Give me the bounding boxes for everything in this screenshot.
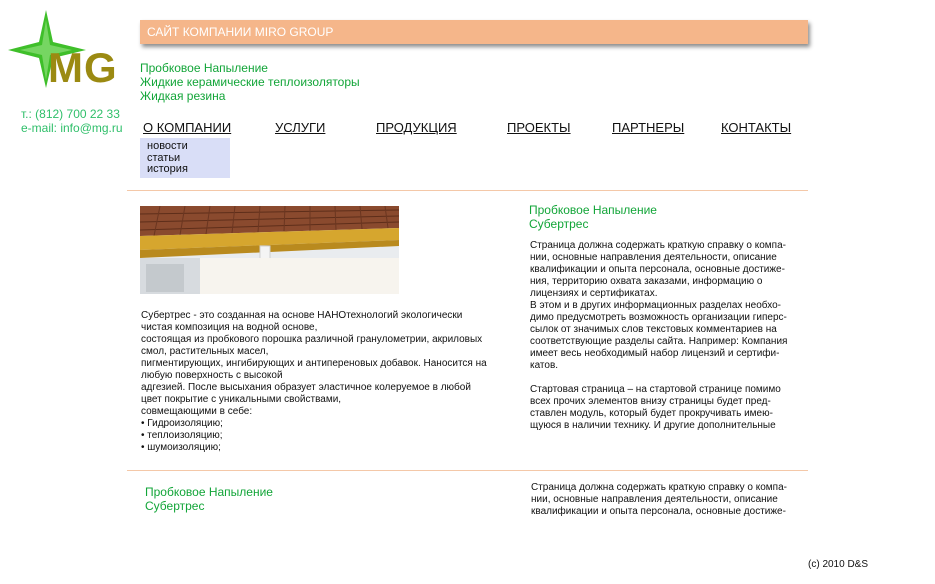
main-description: Субертрес - это созданная на основе НАНОтехнологий экологически чистая композиция на водной основе, состоящая из пробкового порошка различной гранулометрии, акриловых смол, растительных масел, пигментирующих, ингибирующих и антипереновых добавок. Наносится на любую поверхность с высокой адгезией. После высыхания образует эластичное колеруемое в любой цвет покрытие с уникальными свойствами, совмещающими в себе: • Гидроизоляцию; • теплоизоляцию; • шумоизоляцию;	[141, 310, 487, 453]
bottom-link-cork-spray[interactable]: Пробковое Напыление	[145, 485, 273, 499]
menu-services[interactable]: УСЛУГИ	[275, 120, 326, 135]
menu-contacts[interactable]: КОНТАКТЫ	[721, 120, 792, 135]
roof-photo	[140, 206, 399, 294]
divider-top	[127, 190, 808, 191]
top-product-links	[140, 61, 360, 103]
header-banner: САЙТ КОМПАНИИ MIRO GROUP	[140, 20, 808, 44]
email-text[interactable]: e-mail: info@mg.ru	[21, 121, 123, 135]
submenu-history[interactable]: история	[147, 163, 188, 175]
bottom-link-subertres[interactable]: Субертрес	[145, 499, 205, 513]
bottom-links	[145, 485, 273, 513]
logo-text: MG	[48, 44, 118, 91]
right-panel-text: Страница должна содержать краткую справку о компа- нии, основные направления деятельности, описание квалификации и опыта персонала, основные достиже- ния, территорию охвата заказами, информацию о лицензиях и сертификатах. В этом и в других информационных разделах необхо- димо предусмотреть возможность организации гиперс- сылок от значимых слов текстовых комментариев на соответствующие разделы сайта. Например: Компания имеет весь необходимый набор лицензий и сертифи- катов. Стартовая страница – на стартовой странице помимо всех прочих элементов внизу страницы будет пред- ставлен модуль, который будет прокручивать имею- щуюся в наличии технику. И другие дополнительные	[530, 240, 788, 431]
menu-about[interactable]: О КОМПАНИИ	[143, 120, 232, 135]
top-link-cork-spray[interactable]: Пробковое Напыление	[140, 61, 268, 75]
right-link-subertres[interactable]: Субертрес	[529, 217, 589, 231]
divider-bottom	[127, 470, 808, 471]
menu-partners[interactable]: ПАРТНЕРЫ	[612, 120, 685, 135]
submenu-articles[interactable]: статьи	[147, 151, 181, 164]
about-submenu	[140, 138, 230, 178]
menu-projects[interactable]: ПРОЕКТЫ	[507, 120, 571, 135]
submenu-news[interactable]: новости	[147, 140, 188, 152]
logo[interactable]	[8, 10, 123, 90]
phone-text: т.: (812) 700 22 33	[21, 107, 120, 121]
right-panel-links	[529, 203, 657, 231]
contact-block	[21, 107, 123, 135]
right-link-cork-spray[interactable]: Пробковое Напыление	[529, 203, 657, 217]
top-link-ceramic-insulators[interactable]: Жидкие керамические теплоизоляторы	[140, 75, 360, 89]
bottom-text: Страница должна содержать краткую справку о компа- нии, основные направления деятельности, описание квалификации и опыта персонала, основные достиже-	[531, 482, 787, 517]
copyright: (c) 2010 D&S	[808, 559, 869, 570]
top-link-liquid-rubber[interactable]: Жидкая резина	[140, 89, 226, 103]
menu-products[interactable]: ПРОДУКЦИЯ	[376, 120, 457, 135]
